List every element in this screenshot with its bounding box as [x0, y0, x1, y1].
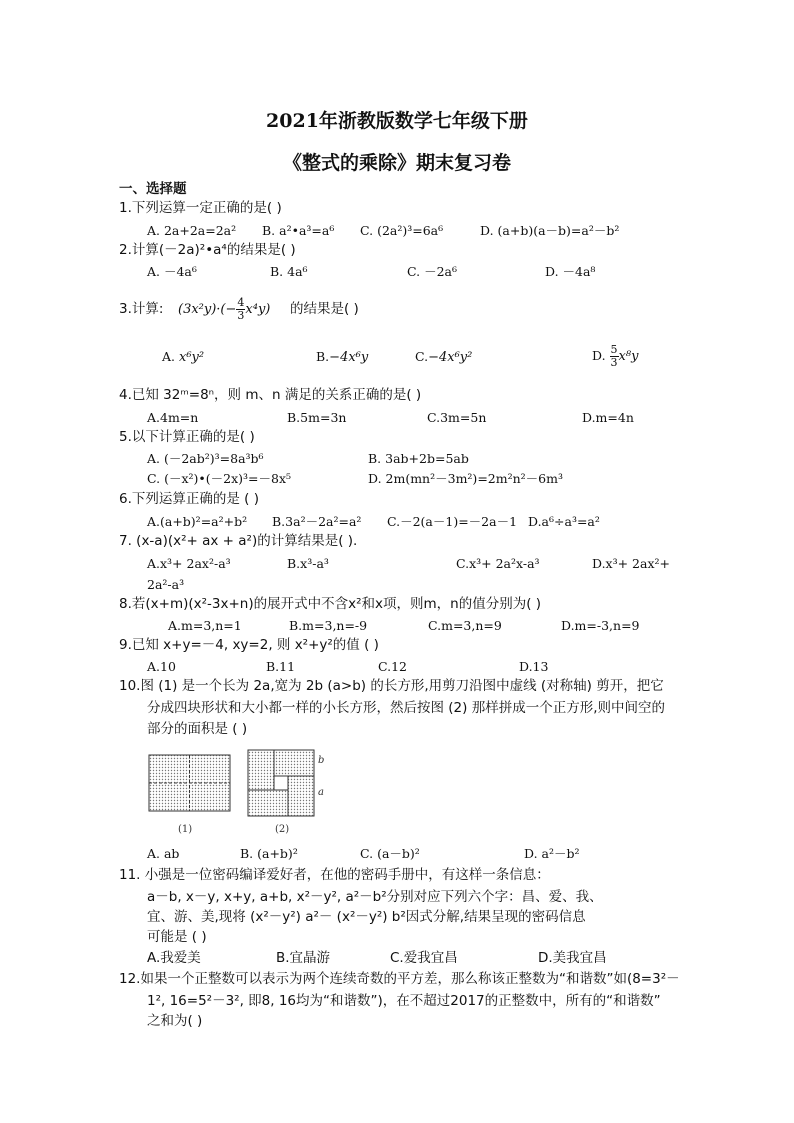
figure-1-label: (1)	[178, 824, 193, 835]
q1-option-b: B. a²•a³=a⁶	[262, 223, 335, 238]
question-10-line-2: 分成四块形状和大小都一样的小长方形，然后按图 (2) 那样拼成一个正方形,则中间空的	[147, 700, 665, 716]
q5-option-d: D. 2m(mn²－3m²)=2m²n²－6m³	[368, 471, 563, 486]
q7-option-a: A.x³+ 2ax²-a³	[147, 556, 231, 571]
q2-option-c: C. －2a⁶	[407, 264, 457, 279]
q3d-expr: x⁸y	[618, 349, 639, 364]
q3c-expr: −4x⁶y²	[428, 350, 473, 365]
q1-option-d: D. (a+b)(a－b)=a²－b²	[480, 223, 620, 238]
q11-option-a: A.我爱美	[147, 950, 201, 966]
q2-option-b: B. 4a⁶	[270, 264, 308, 279]
q3a-label: A.	[162, 349, 176, 364]
q3-option-c	[415, 349, 472, 366]
q1-option-a: A. 2a+2a=2a²	[147, 223, 237, 238]
q10-option-c: C. (a－b)²	[360, 846, 420, 861]
question-1: 1.下列运算一定正确的是( )	[119, 200, 282, 216]
q10-option-d: D. a²－b²	[524, 846, 580, 861]
q6-option-b: B.3a²－2a²=a²	[272, 514, 362, 529]
question-4: 4.已知 32ᵐ=8ⁿ，则 m、n 满足的关系正确的是( )	[119, 387, 422, 403]
question-12-line-1: 12.如果一个正整数可以表示为两个连续奇数的平方差，那么称该正整数为“和谐数”如(8=3²－	[119, 971, 680, 987]
q11-option-b: B.宜晶游	[276, 950, 331, 966]
figure-2-label-b: b	[318, 755, 325, 766]
question-11-line-4: 可能是 ( )	[147, 929, 207, 945]
q2-option-a: A. －4a⁶	[147, 264, 197, 279]
figure-2-label-a: a	[318, 787, 324, 798]
q4-option-a: A.4m=n	[147, 410, 199, 425]
question-12-line-2: 1², 16=5²－3², 即8, 16均为“和谐数”)，在不超过2017的正整数中，所有的“和谐数”	[147, 993, 661, 1009]
question-10-line-3: 部分的面积是 ( )	[147, 721, 248, 737]
q7-option-d-cont: 2a²-a³	[147, 577, 185, 592]
q7-option-d: D.x³+ 2ax²+	[592, 556, 670, 571]
q8-option-c: C.m=3,n=9	[428, 618, 502, 633]
q9-option-a: A.10	[147, 659, 176, 674]
q3d-frac-num: 5	[610, 343, 618, 356]
q3-option-a	[162, 349, 204, 366]
q1-option-c: C. (2a²)³=6a⁶	[360, 223, 444, 238]
q5-option-a: A. (－2ab²)³=8a³b⁶	[147, 451, 264, 466]
q3-option-b	[316, 349, 368, 366]
q9-option-b: B.11	[266, 659, 296, 674]
document-title: 2021年浙教版数学七年级下册	[266, 110, 528, 132]
q6-option-c: C.－2(a－1)=－2a－1	[387, 514, 518, 529]
figure-2-label: (2)	[275, 824, 290, 835]
q8-option-b: B.m=3,n=-9	[289, 618, 368, 633]
question-7: 7. (x-a)(x²+ ax + a²)的计算结果是( ).	[119, 533, 358, 549]
figure-1-rectangle	[149, 755, 230, 811]
figure-2-square	[248, 750, 314, 816]
q3-expr-part2: x⁴y)	[245, 302, 271, 317]
q10-option-b: B. (a+b)²	[240, 846, 298, 861]
q9-option-c: C.12	[378, 659, 407, 674]
q6-option-a: A.(a+b)²=a²+b²	[147, 514, 248, 529]
q4-option-b: B.5m=3n	[287, 410, 347, 425]
q3-expression	[178, 295, 270, 324]
q10-figures	[140, 745, 340, 840]
q7-option-b: B.x³-a³	[287, 556, 329, 571]
q3-option-d	[592, 342, 638, 371]
question-10-line-1: 10.图 (1) 是一个长为 2a,宽为 2b (a>b) 的长方形,用剪刀沿图中虚线 (对称轴) 剪开，把它	[119, 678, 664, 694]
section-heading: 一、选择题	[119, 181, 187, 197]
q9-option-d: D.13	[519, 659, 549, 674]
question-3-suffix: 的结果是( )	[290, 301, 359, 317]
question-6: 6.下列运算正确的是 ( )	[119, 491, 259, 507]
q8-option-d: D.m=-3,n=9	[561, 618, 640, 633]
q4-option-d: D.m=4n	[582, 410, 634, 425]
question-3-prefix: 3.计算:	[119, 301, 164, 317]
question-5: 5.以下计算正确的是( )	[119, 429, 255, 445]
q3d-label: D.	[592, 348, 606, 363]
q10-option-a: A. ab	[147, 846, 180, 861]
q3-frac-num: 4	[237, 296, 245, 309]
q3-frac-den: 3	[237, 309, 245, 322]
q3b-label: B.	[316, 349, 330, 364]
q5-option-b: B. 3ab+2b=5ab	[368, 451, 469, 466]
question-11-line-1: 11. 小强是一位密码编译爱好者，在他的密码手册中，有这样一条信息：	[119, 867, 550, 883]
question-11-line-3: 宜、游、美,现将 (x²－y²) a²－ (x²－y²) b²因式分解,结果呈现的密码信息	[147, 909, 586, 925]
q3a-expr: x⁶y²	[179, 350, 205, 365]
q3d-frac-den: 3	[610, 356, 618, 369]
question-9: 9.已知 x+y=－4, xy=2, 则 x²+y²的值 ( )	[119, 637, 379, 653]
q2-option-d: D. －4a⁸	[545, 264, 596, 279]
q3c-label: C.	[415, 349, 429, 364]
q3b-expr: −4x⁶y	[329, 350, 369, 365]
q6-option-d: D.a⁶÷a³=a²	[528, 514, 600, 529]
question-2: 2.计算(－2a)²•a⁴的结果是( )	[119, 242, 296, 258]
q7-option-c: C.x³+ 2a²x-a³	[456, 556, 540, 571]
document-subtitle: 《整式的乘除》期末复习卷	[282, 152, 511, 174]
q3-expr-part1: (3x²y)·(−	[178, 302, 237, 317]
question-12-line-3: 之和为( )	[147, 1013, 203, 1029]
question-11-line-2: a－b, x－y, x+y, a+b, x²－y², a²－b²分别对应下列六个字：昌、爱、我、	[147, 889, 603, 905]
q5-option-c: C. (－x²)•(－2x)³=－8x⁵	[147, 471, 292, 486]
q4-option-c: C.3m=5n	[427, 410, 487, 425]
q11-option-c: C.爱我宜昌	[390, 950, 458, 966]
question-8: 8.若(x+m)(x²-3x+n)的展开式中不含x²和x项，则m，n的值分别为( )	[119, 596, 542, 612]
q8-option-a: A.m=3,n=1	[168, 618, 242, 633]
q3d-fraction	[610, 344, 619, 369]
q11-option-d: D.美我宜昌	[538, 950, 607, 966]
